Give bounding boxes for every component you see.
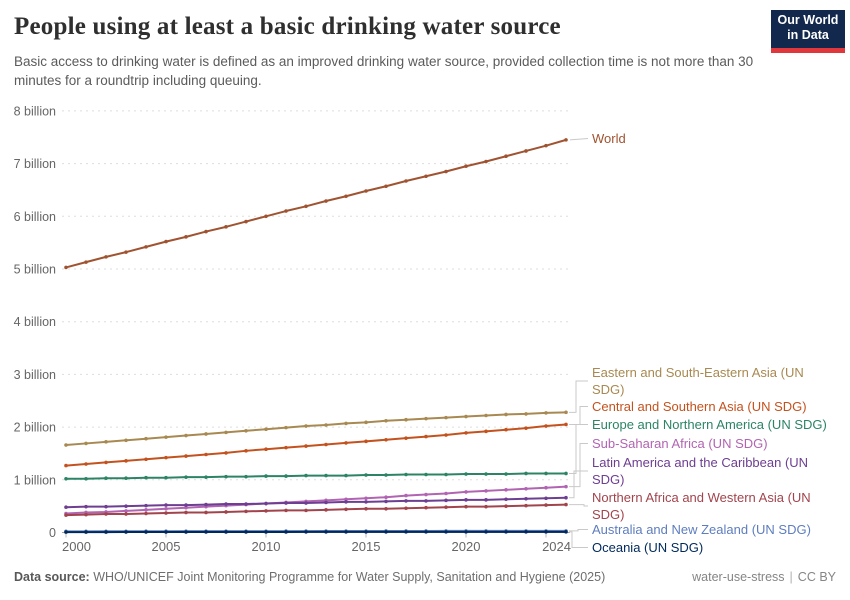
legend-label-sub-saharan-africa-un-sdg[interactable]: Sub-Saharan Africa (UN SDG) [592, 436, 768, 451]
data-point-eastern-and-south-eastern-asia-un-sdg-2004[interactable] [144, 437, 148, 441]
data-point-world-2011[interactable] [284, 209, 288, 213]
data-point-sub-saharan-africa-un-sdg-2021[interactable] [484, 489, 488, 493]
data-point-central-and-southern-asia-un-sdg-2019[interactable] [444, 433, 448, 437]
y-axis-label-7-billion: 7 billion [13, 157, 56, 172]
data-point-sub-saharan-africa-un-sdg-2015[interactable] [364, 496, 368, 500]
data-point-sub-saharan-africa-un-sdg-2025[interactable] [564, 485, 568, 489]
data-point-northern-africa-and-western-asia-un-sdg-2006[interactable] [184, 511, 188, 515]
data-point-central-and-southern-asia-un-sdg-2010[interactable] [264, 447, 268, 451]
data-point-northern-africa-and-western-asia-un-sdg-2022[interactable] [504, 504, 508, 508]
data-point-sub-saharan-africa-un-sdg-2004[interactable] [144, 508, 148, 512]
data-point-oceania-un-sdg-2022[interactable] [504, 530, 508, 534]
series-group-world [64, 131, 626, 269]
data-point-world-2016[interactable] [384, 184, 388, 188]
data-point-central-and-southern-asia-un-sdg-2014[interactable] [344, 441, 348, 445]
data-point-northern-africa-and-western-asia-un-sdg-2003[interactable] [124, 512, 128, 516]
data-point-europe-and-northern-america-un-sdg-2013[interactable] [324, 474, 328, 478]
data-point-eastern-and-south-eastern-asia-un-sdg-2005[interactable] [164, 435, 168, 439]
series-line-europe-and-northern-america-un-sdg[interactable] [66, 473, 566, 478]
legend-label-europe-and-northern-america-un-sdg[interactable]: Europe and Northern America (UN SDG) [592, 417, 827, 432]
data-point-northern-africa-and-western-asia-un-sdg-2012[interactable] [304, 509, 308, 513]
data-point-world-2018[interactable] [424, 174, 428, 178]
data-point-northern-africa-and-western-asia-un-sdg-2014[interactable] [344, 508, 348, 512]
y-axis-label-3-billion: 3 billion [13, 367, 56, 382]
data-point-sub-saharan-africa-un-sdg-2019[interactable] [444, 492, 448, 496]
data-point-latin-america-and-the-caribbean-un-sdg-2007[interactable] [204, 503, 208, 507]
x-axis-label-2000: 2000 [62, 539, 91, 554]
data-point-latin-america-and-the-caribbean-un-sdg-2014[interactable] [344, 500, 348, 504]
data-point-europe-and-northern-america-un-sdg-2016[interactable] [384, 473, 388, 477]
data-point-europe-and-northern-america-un-sdg-2012[interactable] [304, 474, 308, 478]
series-line-central-and-southern-asia-un-sdg[interactable] [66, 424, 566, 465]
legend-connector-sub-saharan-africa-un-sdg [569, 444, 588, 487]
data-point-sub-saharan-africa-un-sdg-2017[interactable] [404, 494, 408, 498]
license-link[interactable]: CC BY [797, 570, 836, 584]
data-point-latin-america-and-the-caribbean-un-sdg-2012[interactable] [304, 501, 308, 505]
data-point-europe-and-northern-america-un-sdg-2020[interactable] [464, 472, 468, 476]
legend-label-central-and-southern-asia-un-sdg[interactable]: Central and Southern Asia (UN SDG) [592, 399, 807, 414]
data-point-oceania-un-sdg-2011[interactable] [284, 530, 288, 534]
data-point-northern-africa-and-western-asia-un-sdg-2013[interactable] [324, 508, 328, 512]
data-point-latin-america-and-the-caribbean-un-sdg-2008[interactable] [224, 502, 228, 506]
data-point-central-and-southern-asia-un-sdg-2013[interactable] [324, 443, 328, 447]
data-point-eastern-and-south-eastern-asia-un-sdg-2003[interactable] [124, 438, 128, 442]
data-point-sub-saharan-africa-un-sdg-2005[interactable] [164, 507, 168, 511]
data-point-northern-africa-and-western-asia-un-sdg-2007[interactable] [204, 511, 208, 515]
data-point-oceania-un-sdg-2014[interactable] [344, 530, 348, 534]
data-point-europe-and-northern-america-un-sdg-2015[interactable] [364, 473, 368, 477]
data-point-europe-and-northern-america-un-sdg-2023[interactable] [524, 472, 528, 476]
legend-label-northern-africa-and-western-asia-un-sdg[interactable]: Northern Africa and Western Asia (UN SDG) [592, 490, 811, 522]
data-point-sub-saharan-africa-un-sdg-2023[interactable] [524, 487, 528, 491]
data-point-oceania-un-sdg-2009[interactable] [244, 530, 248, 534]
data-point-latin-america-and-the-caribbean-un-sdg-2024[interactable] [544, 496, 548, 500]
data-point-latin-america-and-the-caribbean-un-sdg-2003[interactable] [124, 504, 128, 508]
page-title: People using at least a basic drinking water source [14, 13, 561, 40]
data-point-world-2015[interactable] [364, 189, 368, 193]
data-point-central-and-southern-asia-un-sdg-2004[interactable] [144, 457, 148, 461]
data-point-oceania-un-sdg-2017[interactable] [404, 530, 408, 534]
data-point-oceania-un-sdg-2020[interactable] [464, 530, 468, 534]
data-point-latin-america-and-the-caribbean-un-sdg-2011[interactable] [284, 501, 288, 505]
data-point-central-and-southern-asia-un-sdg-2025[interactable] [564, 423, 568, 427]
y-axis-label-1-billion: 1 billion [13, 473, 56, 488]
data-point-oceania-un-sdg-2007[interactable] [204, 530, 208, 534]
data-point-oceania-un-sdg-2004[interactable] [144, 530, 148, 534]
y-axis-label-6-billion: 6 billion [13, 209, 56, 224]
y-axis-label-4-billion: 4 billion [13, 315, 56, 330]
data-point-central-and-southern-asia-un-sdg-2016[interactable] [384, 438, 388, 442]
data-point-latin-america-and-the-caribbean-un-sdg-2005[interactable] [164, 503, 168, 507]
data-point-europe-and-northern-america-un-sdg-2007[interactable] [204, 475, 208, 479]
data-point-northern-africa-and-western-asia-un-sdg-2025[interactable] [564, 503, 568, 507]
data-point-sub-saharan-africa-un-sdg-2018[interactable] [424, 493, 428, 497]
data-point-europe-and-northern-america-un-sdg-2025[interactable] [564, 472, 568, 476]
data-point-latin-america-and-the-caribbean-un-sdg-2002[interactable] [104, 505, 108, 509]
data-point-europe-and-northern-america-un-sdg-2001[interactable] [84, 477, 88, 481]
data-point-world-2001[interactable] [84, 260, 88, 264]
chart-footer [14, 570, 836, 584]
data-point-latin-america-and-the-caribbean-un-sdg-2021[interactable] [484, 498, 488, 502]
y-axis-label-5-billion: 5 billion [13, 262, 56, 277]
data-point-eastern-and-south-eastern-asia-un-sdg-2000[interactable] [64, 443, 68, 447]
data-point-oceania-un-sdg-2018[interactable] [424, 530, 428, 534]
data-point-oceania-un-sdg-2005[interactable] [164, 530, 168, 534]
data-point-world-2009[interactable] [244, 220, 248, 224]
data-point-eastern-and-south-eastern-asia-un-sdg-2002[interactable] [104, 440, 108, 444]
data-point-northern-africa-and-western-asia-un-sdg-2000[interactable] [64, 513, 68, 517]
data-point-central-and-southern-asia-un-sdg-2020[interactable] [464, 431, 468, 435]
data-point-central-and-southern-asia-un-sdg-2022[interactable] [504, 428, 508, 432]
data-point-europe-and-northern-america-un-sdg-2014[interactable] [344, 474, 348, 478]
data-point-eastern-and-south-eastern-asia-un-sdg-2022[interactable] [504, 413, 508, 417]
data-point-eastern-and-south-eastern-asia-un-sdg-2014[interactable] [344, 422, 348, 426]
footer-separator: | [789, 570, 793, 584]
data-point-northern-africa-and-western-asia-un-sdg-2010[interactable] [264, 509, 268, 513]
data-point-world-2000[interactable] [64, 266, 68, 270]
data-point-europe-and-northern-america-un-sdg-2010[interactable] [264, 474, 268, 478]
data-point-europe-and-northern-america-un-sdg-2002[interactable] [104, 476, 108, 480]
data-point-central-and-southern-asia-un-sdg-2000[interactable] [64, 464, 68, 468]
data-point-europe-and-northern-america-un-sdg-2004[interactable] [144, 476, 148, 480]
x-axis-label-2015: 2015 [351, 539, 381, 554]
data-point-eastern-and-south-eastern-asia-un-sdg-2009[interactable] [244, 429, 248, 433]
footer-links [692, 570, 836, 584]
data-point-world-2007[interactable] [204, 230, 208, 234]
data-point-latin-america-and-the-caribbean-un-sdg-2009[interactable] [244, 502, 248, 506]
data-point-sub-saharan-africa-un-sdg-2024[interactable] [544, 486, 548, 490]
data-point-eastern-and-south-eastern-asia-un-sdg-2024[interactable] [544, 411, 548, 415]
data-point-central-and-southern-asia-un-sdg-2006[interactable] [184, 454, 188, 458]
data-point-oceania-un-sdg-2016[interactable] [384, 530, 388, 534]
data-point-sub-saharan-africa-un-sdg-2022[interactable] [504, 488, 508, 492]
data-point-oceania-un-sdg-2006[interactable] [184, 530, 188, 534]
data-point-eastern-and-south-eastern-asia-un-sdg-2006[interactable] [184, 434, 188, 438]
legend-connector-europe-and-northern-america-un-sdg [569, 425, 588, 474]
legend-label-oceania-un-sdg[interactable]: Oceania (UN SDG) [592, 540, 704, 555]
data-point-latin-america-and-the-caribbean-un-sdg-2025[interactable] [564, 496, 568, 500]
data-point-world-2008[interactable] [224, 225, 228, 229]
data-point-northern-africa-and-western-asia-un-sdg-2024[interactable] [544, 503, 548, 507]
data-source-label: Data source: [14, 570, 90, 584]
legend-connector-oceania-un-sdg [569, 532, 588, 548]
data-point-world-2021[interactable] [484, 160, 488, 164]
chart-slug: water-use-stress [692, 570, 785, 584]
data-point-eastern-and-south-eastern-asia-un-sdg-2025[interactable] [564, 411, 568, 415]
data-point-central-and-southern-asia-un-sdg-2001[interactable] [84, 462, 88, 466]
data-point-central-and-southern-asia-un-sdg-2024[interactable] [544, 424, 548, 428]
data-point-northern-africa-and-western-asia-un-sdg-2021[interactable] [484, 505, 488, 509]
data-point-eastern-and-south-eastern-asia-un-sdg-2013[interactable] [324, 423, 328, 427]
data-point-europe-and-northern-america-un-sdg-2018[interactable] [424, 473, 428, 477]
data-point-oceania-un-sdg-2023[interactable] [524, 530, 528, 534]
data-point-eastern-and-south-eastern-asia-un-sdg-2015[interactable] [364, 421, 368, 425]
data-point-latin-america-and-the-caribbean-un-sdg-2000[interactable] [64, 505, 68, 509]
data-point-central-and-southern-asia-un-sdg-2018[interactable] [424, 435, 428, 439]
data-point-oceania-un-sdg-2010[interactable] [264, 530, 268, 534]
data-point-oceania-un-sdg-2008[interactable] [224, 530, 228, 534]
data-point-northern-africa-and-western-asia-un-sdg-2004[interactable] [144, 512, 148, 516]
legend-connector-northern-africa-and-western-asia-un-sdg [569, 505, 588, 506]
owid-logo-line2: in Data [787, 28, 829, 42]
data-point-latin-america-and-the-caribbean-un-sdg-2020[interactable] [464, 498, 468, 502]
data-point-eastern-and-south-eastern-asia-un-sdg-2023[interactable] [524, 412, 528, 416]
y-axis-label-2-billion: 2 billion [13, 420, 56, 435]
data-point-eastern-and-south-eastern-asia-un-sdg-2018[interactable] [424, 417, 428, 421]
data-point-eastern-and-south-eastern-asia-un-sdg-2001[interactable] [84, 442, 88, 446]
data-point-europe-and-northern-america-un-sdg-2006[interactable] [184, 475, 188, 479]
data-point-eastern-and-south-eastern-asia-un-sdg-2008[interactable] [224, 431, 228, 435]
series-line-eastern-and-south-eastern-asia-un-sdg[interactable] [66, 412, 566, 445]
data-point-northern-africa-and-western-asia-un-sdg-2023[interactable] [524, 504, 528, 508]
data-point-central-and-southern-asia-un-sdg-2012[interactable] [304, 444, 308, 448]
data-point-central-and-southern-asia-un-sdg-2005[interactable] [164, 456, 168, 460]
data-point-eastern-and-south-eastern-asia-un-sdg-2019[interactable] [444, 416, 448, 420]
data-point-central-and-southern-asia-un-sdg-2009[interactable] [244, 449, 248, 453]
data-point-northern-africa-and-western-asia-un-sdg-2019[interactable] [444, 505, 448, 509]
legend-connector-eastern-and-south-eastern-asia-un-sdg [569, 381, 588, 412]
data-point-world-2005[interactable] [164, 240, 168, 244]
data-point-oceania-un-sdg-2003[interactable] [124, 530, 128, 534]
data-point-central-and-southern-asia-un-sdg-2007[interactable] [204, 453, 208, 457]
data-point-northern-africa-and-western-asia-un-sdg-2011[interactable] [284, 509, 288, 513]
series-line-world[interactable] [66, 140, 566, 268]
data-point-world-2017[interactable] [404, 179, 408, 183]
data-point-world-2024[interactable] [544, 144, 548, 148]
data-point-eastern-and-south-eastern-asia-un-sdg-2011[interactable] [284, 426, 288, 430]
data-point-latin-america-and-the-caribbean-un-sdg-2010[interactable] [264, 502, 268, 506]
legend-label-latin-america-and-the-caribbean-un-sdg[interactable]: Latin America and the Caribbean (UN SDG) [592, 455, 809, 487]
data-point-world-2002[interactable] [104, 255, 108, 259]
data-point-latin-america-and-the-caribbean-un-sdg-2015[interactable] [364, 500, 368, 504]
data-point-europe-and-northern-america-un-sdg-2005[interactable] [164, 476, 168, 480]
data-point-world-2006[interactable] [184, 235, 188, 239]
legend-connector-australia-and-new-zealand-un-sdg [569, 530, 588, 531]
data-point-latin-america-and-the-caribbean-un-sdg-2022[interactable] [504, 497, 508, 501]
data-point-latin-america-and-the-caribbean-un-sdg-2019[interactable] [444, 499, 448, 503]
data-point-sub-saharan-africa-un-sdg-2003[interactable] [124, 509, 128, 513]
data-point-eastern-and-south-eastern-asia-un-sdg-2017[interactable] [404, 418, 408, 422]
data-point-central-and-southern-asia-un-sdg-2021[interactable] [484, 430, 488, 434]
x-axis-label-2005: 2005 [151, 539, 181, 554]
data-point-central-and-southern-asia-un-sdg-2015[interactable] [364, 440, 368, 444]
data-point-oceania-un-sdg-2002[interactable] [104, 530, 108, 534]
data-point-europe-and-northern-america-un-sdg-2003[interactable] [124, 476, 128, 480]
owid-logo[interactable] [771, 10, 845, 53]
data-point-central-and-southern-asia-un-sdg-2011[interactable] [284, 446, 288, 450]
data-point-world-2025[interactable] [564, 138, 568, 142]
data-point-world-2023[interactable] [524, 149, 528, 153]
data-point-europe-and-northern-america-un-sdg-2000[interactable] [64, 477, 68, 481]
data-point-europe-and-northern-america-un-sdg-2022[interactable] [504, 472, 508, 476]
data-point-oceania-un-sdg-2013[interactable] [324, 530, 328, 534]
data-point-eastern-and-south-eastern-asia-un-sdg-2021[interactable] [484, 414, 488, 418]
data-point-eastern-and-south-eastern-asia-un-sdg-2016[interactable] [384, 419, 388, 423]
data-point-central-and-southern-asia-un-sdg-2023[interactable] [524, 426, 528, 430]
data-point-northern-africa-and-western-asia-un-sdg-2001[interactable] [84, 513, 88, 517]
data-point-world-2020[interactable] [464, 164, 468, 168]
data-point-northern-africa-and-western-asia-un-sdg-2016[interactable] [384, 507, 388, 511]
data-point-europe-and-northern-america-un-sdg-2011[interactable] [284, 474, 288, 478]
data-point-eastern-and-south-eastern-asia-un-sdg-2007[interactable] [204, 432, 208, 436]
data-point-oceania-un-sdg-2019[interactable] [444, 530, 448, 534]
data-point-europe-and-northern-america-un-sdg-2017[interactable] [404, 473, 408, 477]
data-point-latin-america-and-the-caribbean-un-sdg-2004[interactable] [144, 504, 148, 508]
x-axis-label-2024: 2024 [542, 539, 571, 554]
data-point-oceania-un-sdg-2012[interactable] [304, 530, 308, 534]
data-point-latin-america-and-the-caribbean-un-sdg-2018[interactable] [424, 499, 428, 503]
data-point-northern-africa-and-western-asia-un-sdg-2005[interactable] [164, 511, 168, 515]
data-point-central-and-southern-asia-un-sdg-2008[interactable] [224, 451, 228, 455]
y-axis-label-8-billion: 8 billion [13, 104, 56, 119]
data-point-northern-africa-and-western-asia-un-sdg-2015[interactable] [364, 507, 368, 511]
data-point-world-2013[interactable] [324, 199, 328, 203]
data-point-northern-africa-and-western-asia-un-sdg-2009[interactable] [244, 510, 248, 514]
data-point-world-2010[interactable] [264, 215, 268, 219]
data-point-eastern-and-south-eastern-asia-un-sdg-2010[interactable] [264, 427, 268, 431]
data-point-central-and-southern-asia-un-sdg-2003[interactable] [124, 459, 128, 463]
data-point-northern-africa-and-western-asia-un-sdg-2018[interactable] [424, 506, 428, 510]
data-point-central-and-southern-asia-un-sdg-2002[interactable] [104, 461, 108, 465]
data-point-world-2012[interactable] [304, 204, 308, 208]
data-point-northern-africa-and-western-asia-un-sdg-2002[interactable] [104, 512, 108, 516]
data-point-europe-and-northern-america-un-sdg-2009[interactable] [244, 475, 248, 479]
legend-connector-latin-america-and-the-caribbean-un-sdg [569, 471, 588, 498]
series-group-australia-and-new-zealand-un-sdg [64, 522, 811, 537]
legend-label-australia-and-new-zealand-un-sdg[interactable]: Australia and New Zealand (UN SDG) [592, 522, 811, 537]
data-point-world-2014[interactable] [344, 194, 348, 198]
data-point-latin-america-and-the-caribbean-un-sdg-2006[interactable] [184, 503, 188, 507]
data-point-latin-america-and-the-caribbean-un-sdg-2017[interactable] [404, 499, 408, 503]
data-point-oceania-un-sdg-2021[interactable] [484, 530, 488, 534]
chart-subtitle: Basic access to drinking water is defined as an improved drinking water source, provided collection time is not more than 30 minutes for a roundtrip including queuing. [14, 54, 754, 88]
data-point-latin-america-and-the-caribbean-un-sdg-2016[interactable] [384, 500, 388, 504]
legend-label-eastern-and-south-eastern-asia-un-sdg[interactable]: Eastern and South-Eastern Asia (UN SDG) [592, 365, 804, 397]
legend-label-world[interactable]: World [592, 131, 626, 146]
data-point-sub-saharan-africa-un-sdg-2016[interactable] [384, 495, 388, 499]
data-point-oceania-un-sdg-2015[interactable] [364, 530, 368, 534]
data-point-world-2004[interactable] [144, 245, 148, 249]
data-point-latin-america-and-the-caribbean-un-sdg-2023[interactable] [524, 497, 528, 501]
data-point-europe-and-northern-america-un-sdg-2024[interactable] [544, 472, 548, 476]
data-point-central-and-southern-asia-un-sdg-2017[interactable] [404, 436, 408, 440]
data-point-europe-and-northern-america-un-sdg-2019[interactable] [444, 473, 448, 477]
data-point-latin-america-and-the-caribbean-un-sdg-2013[interactable] [324, 501, 328, 505]
data-point-eastern-and-south-eastern-asia-un-sdg-2012[interactable] [304, 424, 308, 428]
data-point-northern-africa-and-western-asia-un-sdg-2017[interactable] [404, 506, 408, 510]
owid-logo-line1: Our World [777, 13, 839, 27]
data-point-europe-and-northern-america-un-sdg-2008[interactable] [224, 475, 228, 479]
data-source-text: WHO/UNICEF Joint Monitoring Programme for Water Supply, Sanitation and Hygiene (2025) [93, 570, 606, 584]
data-point-europe-and-northern-america-un-sdg-2021[interactable] [484, 472, 488, 476]
data-point-world-2003[interactable] [124, 250, 128, 254]
data-point-oceania-un-sdg-2025[interactable] [564, 530, 568, 534]
data-point-oceania-un-sdg-2000[interactable] [64, 530, 68, 534]
data-point-eastern-and-south-eastern-asia-un-sdg-2020[interactable] [464, 415, 468, 419]
data-point-world-2019[interactable] [444, 170, 448, 174]
data-point-oceania-un-sdg-2001[interactable] [84, 530, 88, 534]
legend-connector-central-and-southern-asia-un-sdg [569, 407, 588, 425]
y-axis-label-0: 0 [49, 526, 56, 540]
data-source [14, 570, 605, 584]
x-axis-label-2010: 2010 [251, 539, 281, 554]
data-point-northern-africa-and-western-asia-un-sdg-2008[interactable] [224, 510, 228, 514]
legend-connector-world [570, 139, 588, 140]
data-point-latin-america-and-the-caribbean-un-sdg-2001[interactable] [84, 505, 88, 509]
data-point-oceania-un-sdg-2024[interactable] [544, 530, 548, 534]
data-point-northern-africa-and-western-asia-un-sdg-2020[interactable] [464, 505, 468, 509]
x-axis-label-2020: 2020 [451, 539, 481, 554]
data-point-world-2022[interactable] [504, 154, 508, 158]
data-point-sub-saharan-africa-un-sdg-2020[interactable] [464, 490, 468, 494]
